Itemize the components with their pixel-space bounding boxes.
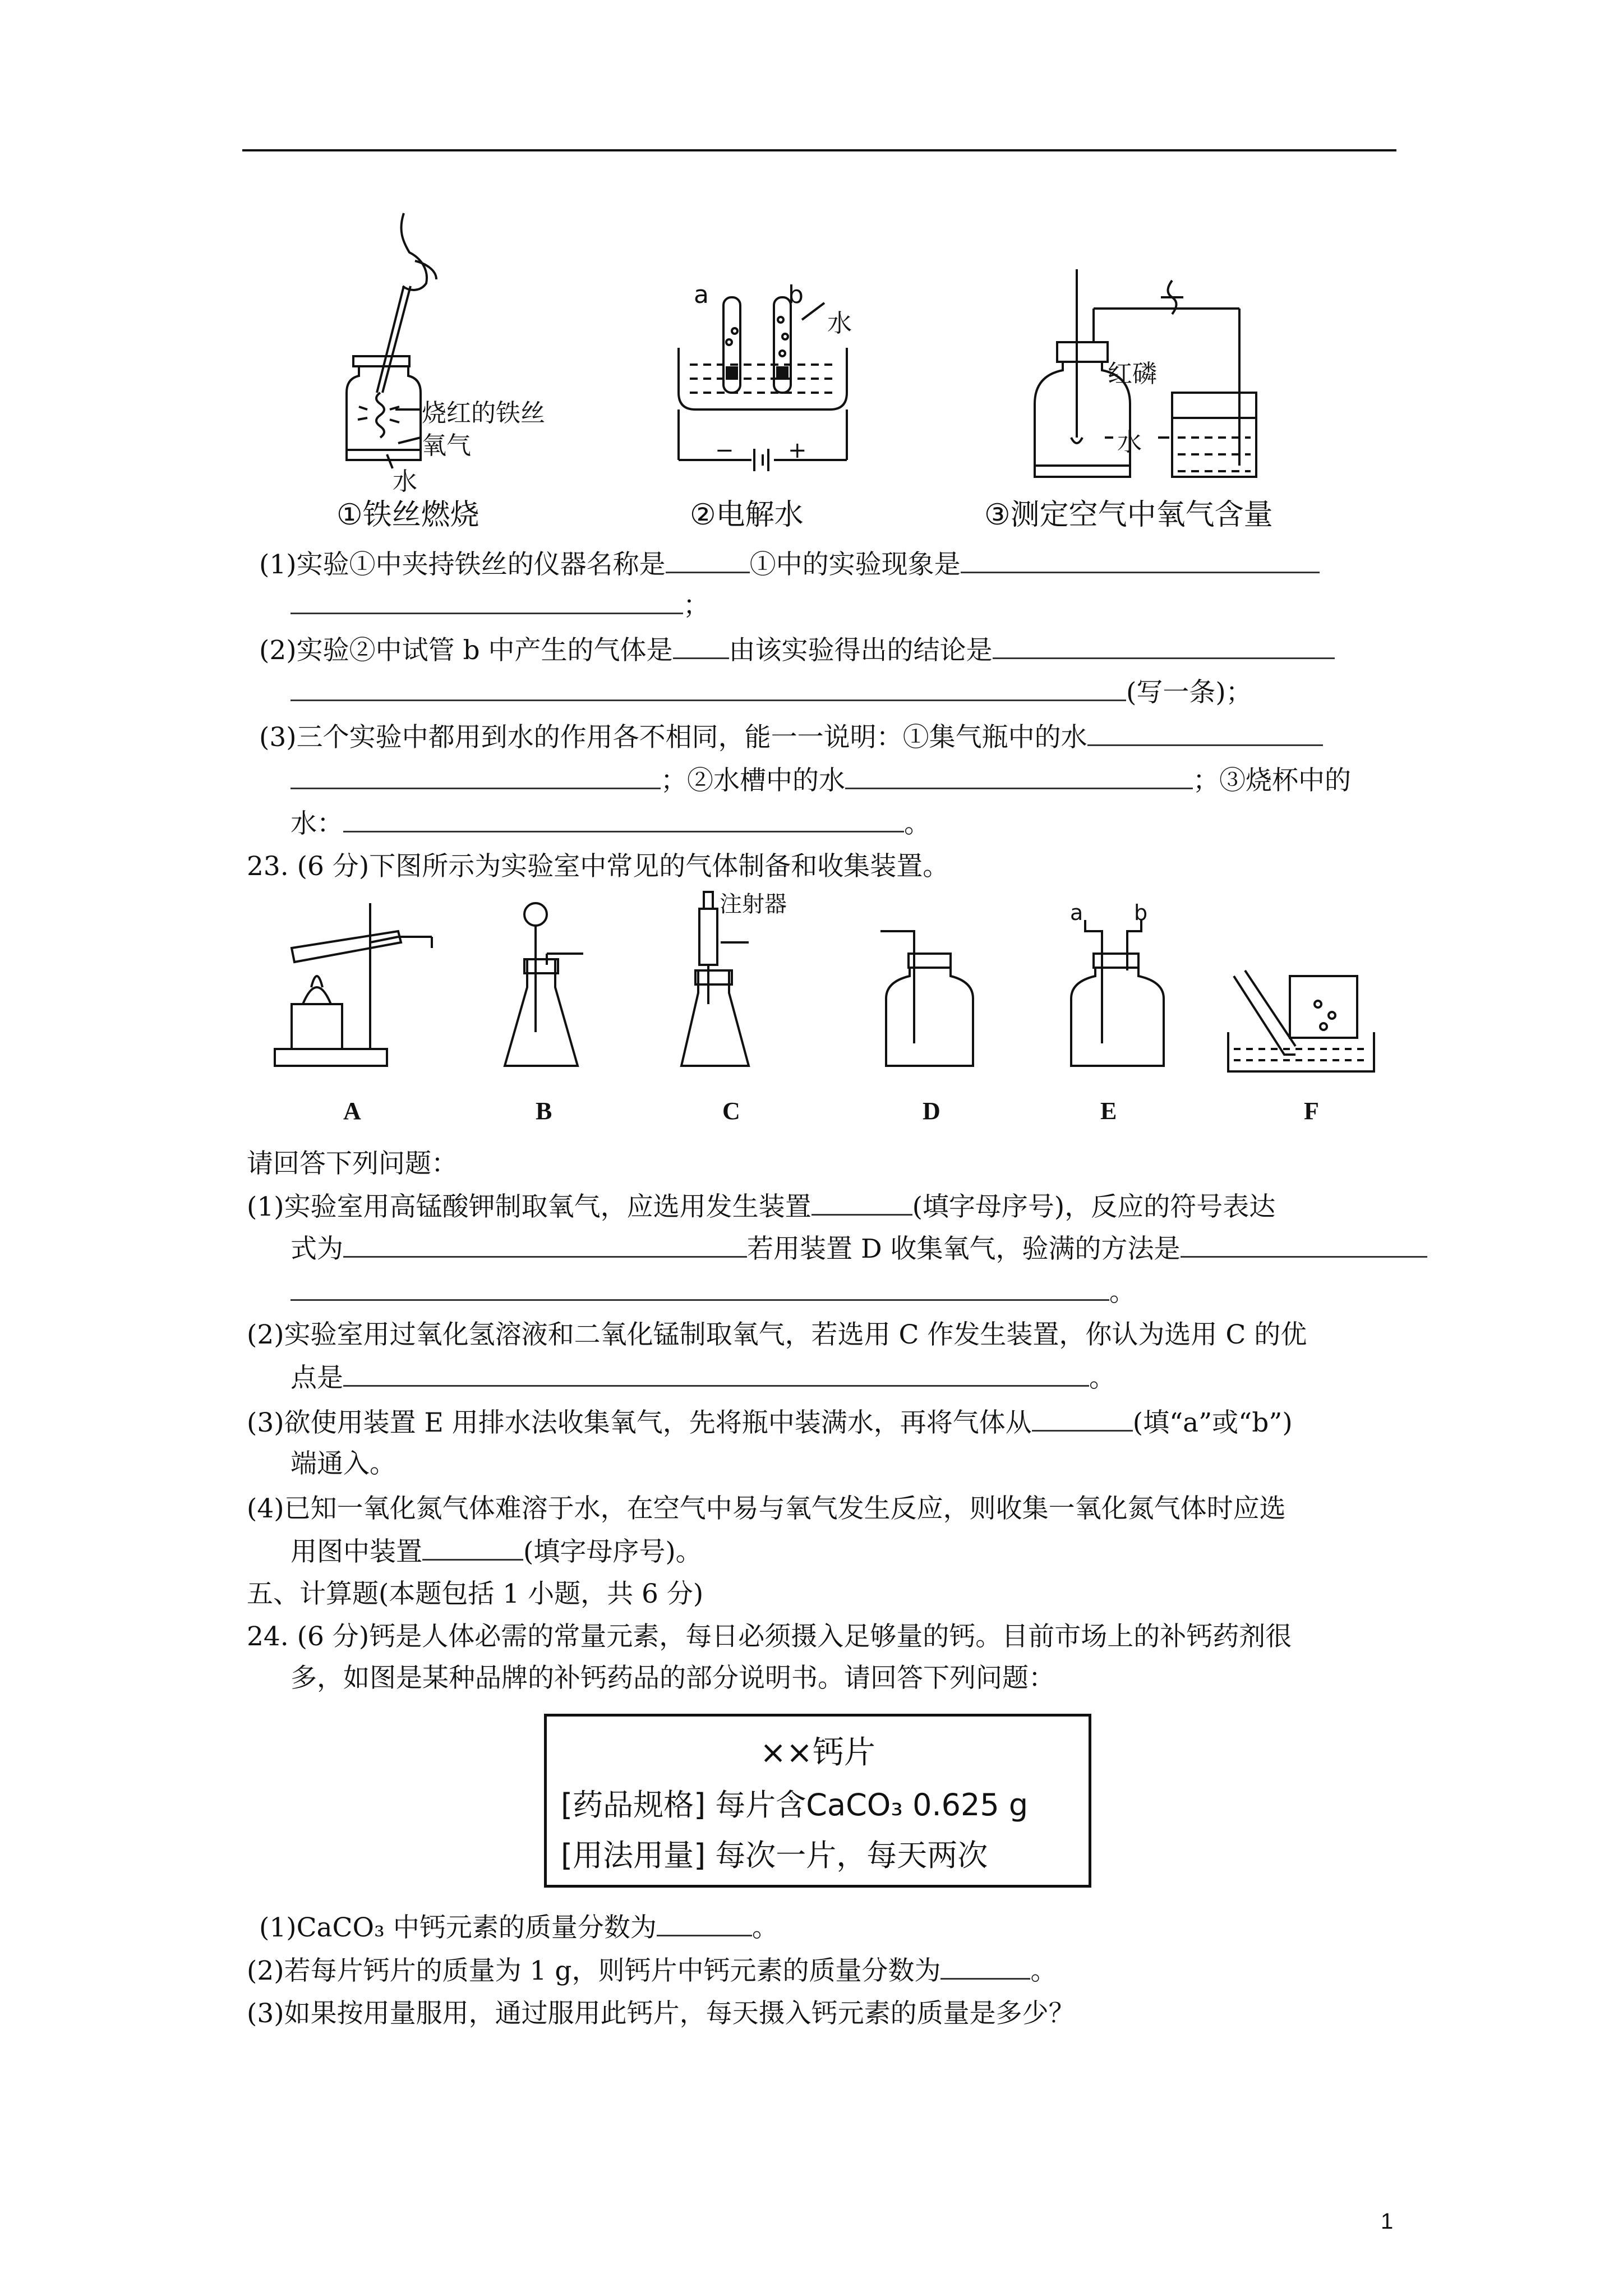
blank[interactable] bbox=[343, 806, 904, 832]
q23-line9: 用图中装置 (填字母序号)。 bbox=[291, 1534, 702, 1569]
box-title: ××钙片 bbox=[760, 1734, 875, 1771]
apparatus-A bbox=[269, 892, 437, 1077]
iron-burning-diagram bbox=[336, 208, 617, 499]
blank[interactable] bbox=[1087, 720, 1323, 746]
q22-line2: ； bbox=[291, 588, 709, 623]
label-water-3: 水 bbox=[1117, 428, 1142, 457]
label-oxygen: 氧气 bbox=[422, 431, 471, 460]
blank[interactable] bbox=[343, 1231, 747, 1258]
apparatus-B bbox=[494, 892, 606, 1077]
device-label-A: A bbox=[343, 1097, 361, 1125]
label-b-top: b bbox=[788, 280, 804, 309]
q24-line1: 24. (6 分)钙是人体必需的常量元素，每日必须摄入足够量的钙。目前市场上的补钙药剂很 bbox=[247, 1621, 1292, 1652]
oxygen-content-diagram bbox=[1026, 269, 1324, 482]
label-a-e: a bbox=[1070, 900, 1083, 925]
device-label-E: E bbox=[1100, 1097, 1117, 1125]
blank[interactable] bbox=[673, 633, 729, 659]
blank[interactable] bbox=[291, 763, 661, 789]
label-minus: − bbox=[715, 438, 734, 463]
caption-electrolysis: ②电解水 bbox=[690, 498, 804, 532]
blank[interactable] bbox=[993, 633, 1335, 659]
blank[interactable] bbox=[343, 1360, 1089, 1387]
label-syringe: 注射器 bbox=[720, 891, 787, 917]
label-b-e: b bbox=[1134, 900, 1148, 925]
q23-line4: (2)实验室用过氧化氢溶液和二氧化锰制取氧气，若选用 C 作发生装置，你认为选用 C 的优 bbox=[247, 1319, 1307, 1350]
q23-line1: (1)实验室用高锰酸钾制取氧气，应选用发生装置 (填字母序号)，反应的符号表达 bbox=[247, 1189, 1275, 1224]
label-hot-iron-wire: 烧红的铁丝 bbox=[422, 399, 545, 427]
section-five-heading: 五、计算题(本题包括 1 小题，共 6 分) bbox=[247, 1579, 704, 1609]
q22-line4: (写一条)； bbox=[291, 675, 1252, 710]
q23-line5: 点是 。 bbox=[291, 1360, 1115, 1395]
blank[interactable] bbox=[845, 763, 1193, 789]
header-rule bbox=[242, 149, 1396, 151]
q23-line6: (3)欲使用装置 E 用排水法收集氧气，先将瓶中装满水，再将气体从 (填“a”或“b”) bbox=[247, 1405, 1293, 1440]
q24-sub2: (2)若每片钙片的质量为 1 g，则钙片中钙元素的质量分数为 。 bbox=[247, 1953, 1057, 1988]
device-label-F: F bbox=[1304, 1097, 1319, 1125]
medicine-label-box bbox=[544, 1714, 1091, 1888]
blank[interactable] bbox=[1181, 1231, 1427, 1258]
box-dosage-line: [用法用量] 每次一片，每天两次 bbox=[561, 1838, 988, 1873]
label-plus: + bbox=[788, 438, 807, 463]
blank[interactable] bbox=[291, 588, 683, 614]
q23-line2: 式为 若用装置 D 收集氧气，验满的方法是 bbox=[291, 1231, 1427, 1266]
blank[interactable] bbox=[657, 1910, 752, 1936]
blank[interactable] bbox=[1032, 1405, 1133, 1432]
q23-title: 23. (6 分)下图所示为实验室中常见的气体制备和收集装置。 bbox=[247, 851, 949, 882]
blank[interactable] bbox=[666, 547, 750, 573]
apparatus-C bbox=[676, 892, 799, 1077]
q22-line7: 水： 。 bbox=[291, 806, 930, 841]
label-water-2: 水 bbox=[827, 309, 852, 338]
electrolysis-diagram bbox=[673, 280, 841, 482]
label-red-phosphorus: 红磷 bbox=[1108, 360, 1157, 388]
q24-sub1: (1)CaCO₃ 中钙元素的质量分数为 。 bbox=[259, 1910, 778, 1945]
blank[interactable] bbox=[422, 1534, 523, 1561]
blank[interactable] bbox=[961, 547, 1320, 573]
label-water-1: 水 bbox=[393, 467, 417, 496]
blank[interactable] bbox=[811, 1189, 912, 1216]
caption-oxygen-content: ③测定空气中氧气含量 bbox=[984, 498, 1273, 532]
q22-line3: (2)实验②中试管 b 中产生的气体是 由该实验得出的结论是 bbox=[259, 633, 1335, 668]
device-label-D: D bbox=[923, 1097, 940, 1125]
blank[interactable] bbox=[291, 675, 1126, 701]
q23-prompt: 请回答下列问题： bbox=[247, 1148, 458, 1179]
q23-line3: 。 bbox=[291, 1274, 1136, 1309]
apparatus-F bbox=[1228, 965, 1374, 1077]
q23-line7: 端通入。 bbox=[291, 1448, 396, 1479]
q24-sub3: (3)如果按用量服用，通过服用此钙片，每天摄入钙元素的质量是多少？ bbox=[247, 1998, 1075, 2029]
blank[interactable] bbox=[940, 1953, 1030, 1980]
apparatus-D bbox=[875, 920, 987, 1077]
blank[interactable] bbox=[291, 1274, 1109, 1301]
box-spec-line: [药品规格] 每片含CaCO₃ 0.625 g bbox=[561, 1787, 1029, 1823]
label-a-top: a bbox=[694, 280, 709, 309]
q24-line2: 多，如图是某种品牌的补钙药品的部分说明书。请回答下列问题： bbox=[291, 1663, 1055, 1694]
device-label-C: C bbox=[722, 1097, 740, 1125]
apparatus-E bbox=[1063, 903, 1175, 1077]
q22-line1: (1)实验①中夹持铁丝的仪器名称是 ①中的实验现象是 bbox=[259, 547, 1320, 582]
page-number: 1 bbox=[1381, 2209, 1394, 2234]
device-label-B: B bbox=[536, 1097, 552, 1125]
q22-line6: ；②水槽中的水 ；③烧杯中的 bbox=[291, 763, 1351, 798]
caption-iron-burning: ①铁丝燃烧 bbox=[336, 498, 479, 532]
q22-line5: (3)三个实验中都用到水的作用各不相同，能一一说明：①集气瓶中的水 bbox=[259, 720, 1323, 754]
q23-line8: (4)已知一氧化氮气体难溶于水，在空气中易与氧气发生反应，则收集一氧化氮气体时应选 bbox=[247, 1493, 1286, 1524]
